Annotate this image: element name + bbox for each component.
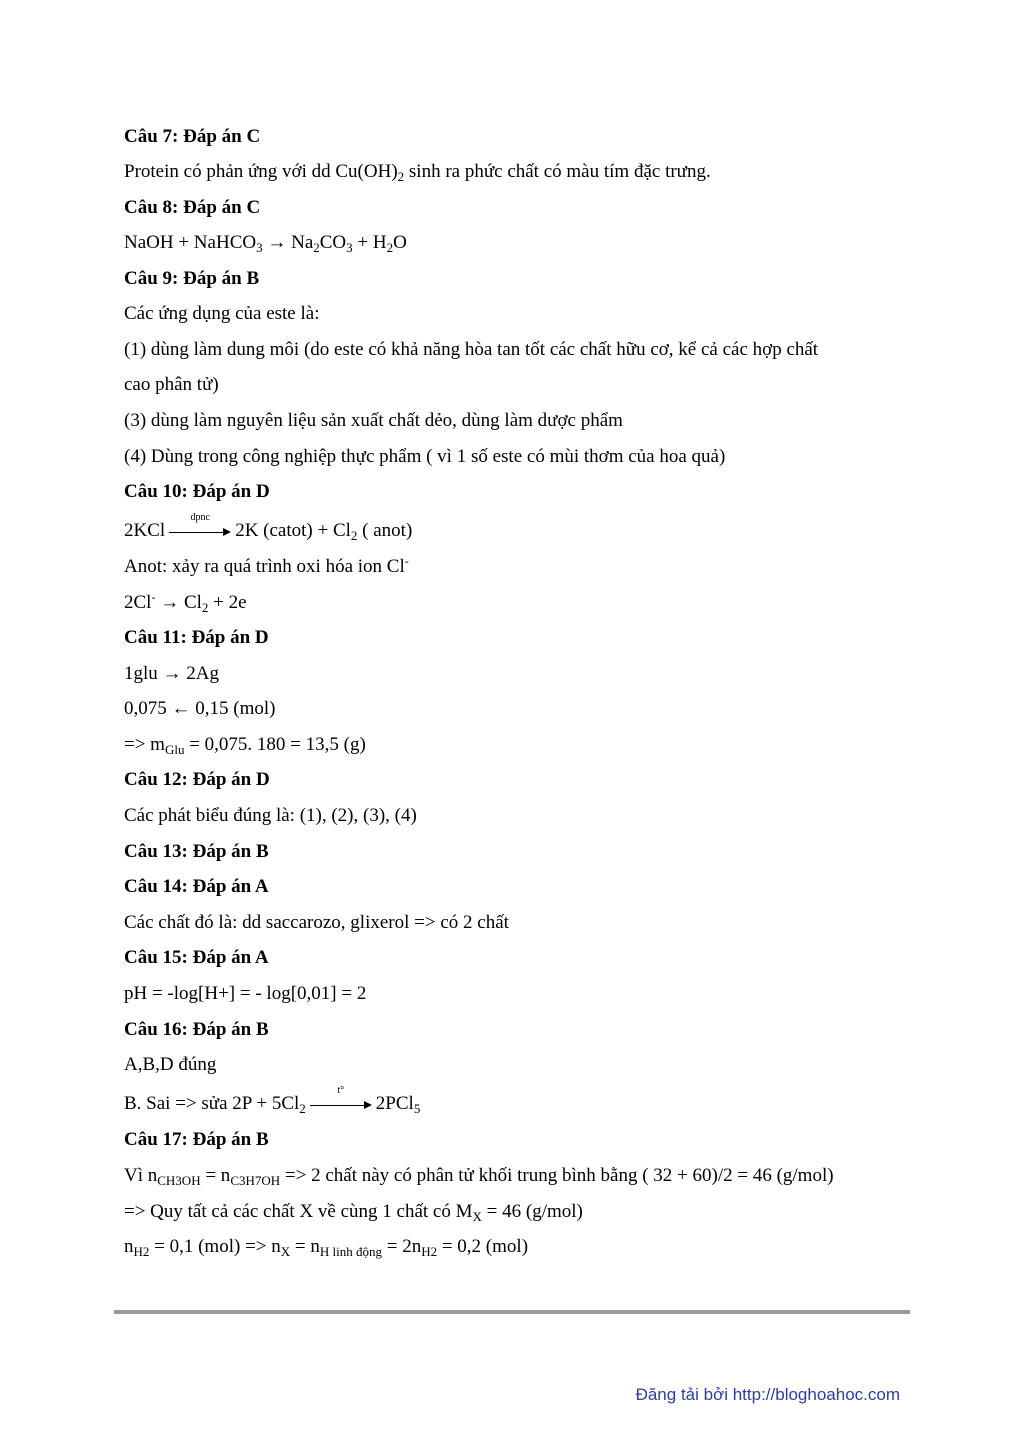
q7-explanation: Protein có phản ứng với dd $Cu(OH)_2$ sinh ra phức chất có màu tím đặc trưng.	[124, 161, 711, 184]
q17-line-3: $n_{H2} = 0,1$ $(mol) => n_X = n_{H linh động} = 2n_{H2} = 0,2$ (mol)	[124, 1236, 529, 1259]
q11-line-3: => $m_{Glu} = 0,075$. 180 = 13,5 (g)	[124, 734, 366, 757]
q17-line-1: Vì $n_{CH3OH} = n_{C3H7OH} => 2$ chất này có phân tử khối trung bình bằng ( 32 + 60)/2 = 46 (g/mol)	[124, 1165, 834, 1188]
q9-item-1-cont: cao phân tử)	[124, 374, 219, 395]
q9-heading: Câu 9: Đáp án B	[124, 268, 260, 289]
reaction-arrow-icon: dpnc	[169, 525, 231, 539]
q16-line-1: A,B,D đúng	[124, 1054, 217, 1075]
q9-intro: Các ứng dụng của este là:	[124, 303, 320, 324]
q8-equation: NaOH + NaHCO$_3$ → $Na_2CO_3 + H_2O$	[124, 232, 407, 255]
q10-equation: 2KCl dpnc 2K (catot) + $Cl_2$ ( anot)	[124, 511, 413, 543]
footer-credit-link[interactable]: Đăng tải bởi http://bloghoahoc.com	[635, 1385, 900, 1404]
q8-heading: Câu 8: Đáp án C	[124, 197, 261, 218]
q10-anot: Anot: xảy ra quá trình oxi hóa ion Cl-	[124, 554, 409, 577]
q17-line-2: => Quy tất cả các chất X về cùng 1 chất có $M_X = 46$ (g/mol)	[124, 1201, 583, 1224]
q16-heading: Câu 16: Đáp án B	[124, 1019, 269, 1040]
q11-line-2: 0,075 ← 0,15 (mol)	[124, 698, 276, 719]
q9-item-4: (4) Dùng trong công nghiệp thực phẩm ( vì 1 số este có mùi thơm của hoa quả)	[124, 446, 726, 467]
q9-item-3: (3) dùng làm nguyên liệu sản xuất chất dẻo, dùng làm dược phẩm	[124, 410, 623, 431]
q9-item-1: (1) dùng làm dung môi (do este có khả năng hòa tan tốt các chất hữu cơ, kể cả các hợp chất	[124, 339, 819, 360]
q15-heading: Câu 15: Đáp án A	[124, 947, 269, 968]
q10-heading: Câu 10: Đáp án D	[124, 481, 270, 502]
q10-half-reaction: $2Cl^- \to Cl_2 + 2e$	[124, 590, 247, 615]
q13-heading: Câu 13: Đáp án B	[124, 841, 269, 862]
q12-explanation: Các phát biểu đúng là: (1), (2), (3), (4)	[124, 805, 417, 826]
q7-heading: Câu 7: Đáp án C	[124, 126, 261, 147]
q11-heading: Câu 11: Đáp án D	[124, 627, 269, 648]
footer-divider	[114, 1310, 910, 1314]
q15-explanation: pH = -log[H+] = - log[0,01] = 2	[124, 983, 367, 1004]
q12-heading: Câu 12: Đáp án D	[124, 769, 270, 790]
q17-heading: Câu 17: Đáp án B	[124, 1129, 269, 1150]
q14-explanation: Các chất đó là: dd saccarozo, glixerol => có 2 chất	[124, 912, 509, 933]
reaction-arrow-icon: t°	[310, 1098, 372, 1112]
q11-line-1: 1glu → 2Ag	[124, 663, 219, 684]
q16-line-2: B. Sai => sửa $2P + 5Cl_2$ t° 2PCl$_5$	[124, 1084, 421, 1116]
q14-heading: Câu 14: Đáp án A	[124, 876, 269, 897]
